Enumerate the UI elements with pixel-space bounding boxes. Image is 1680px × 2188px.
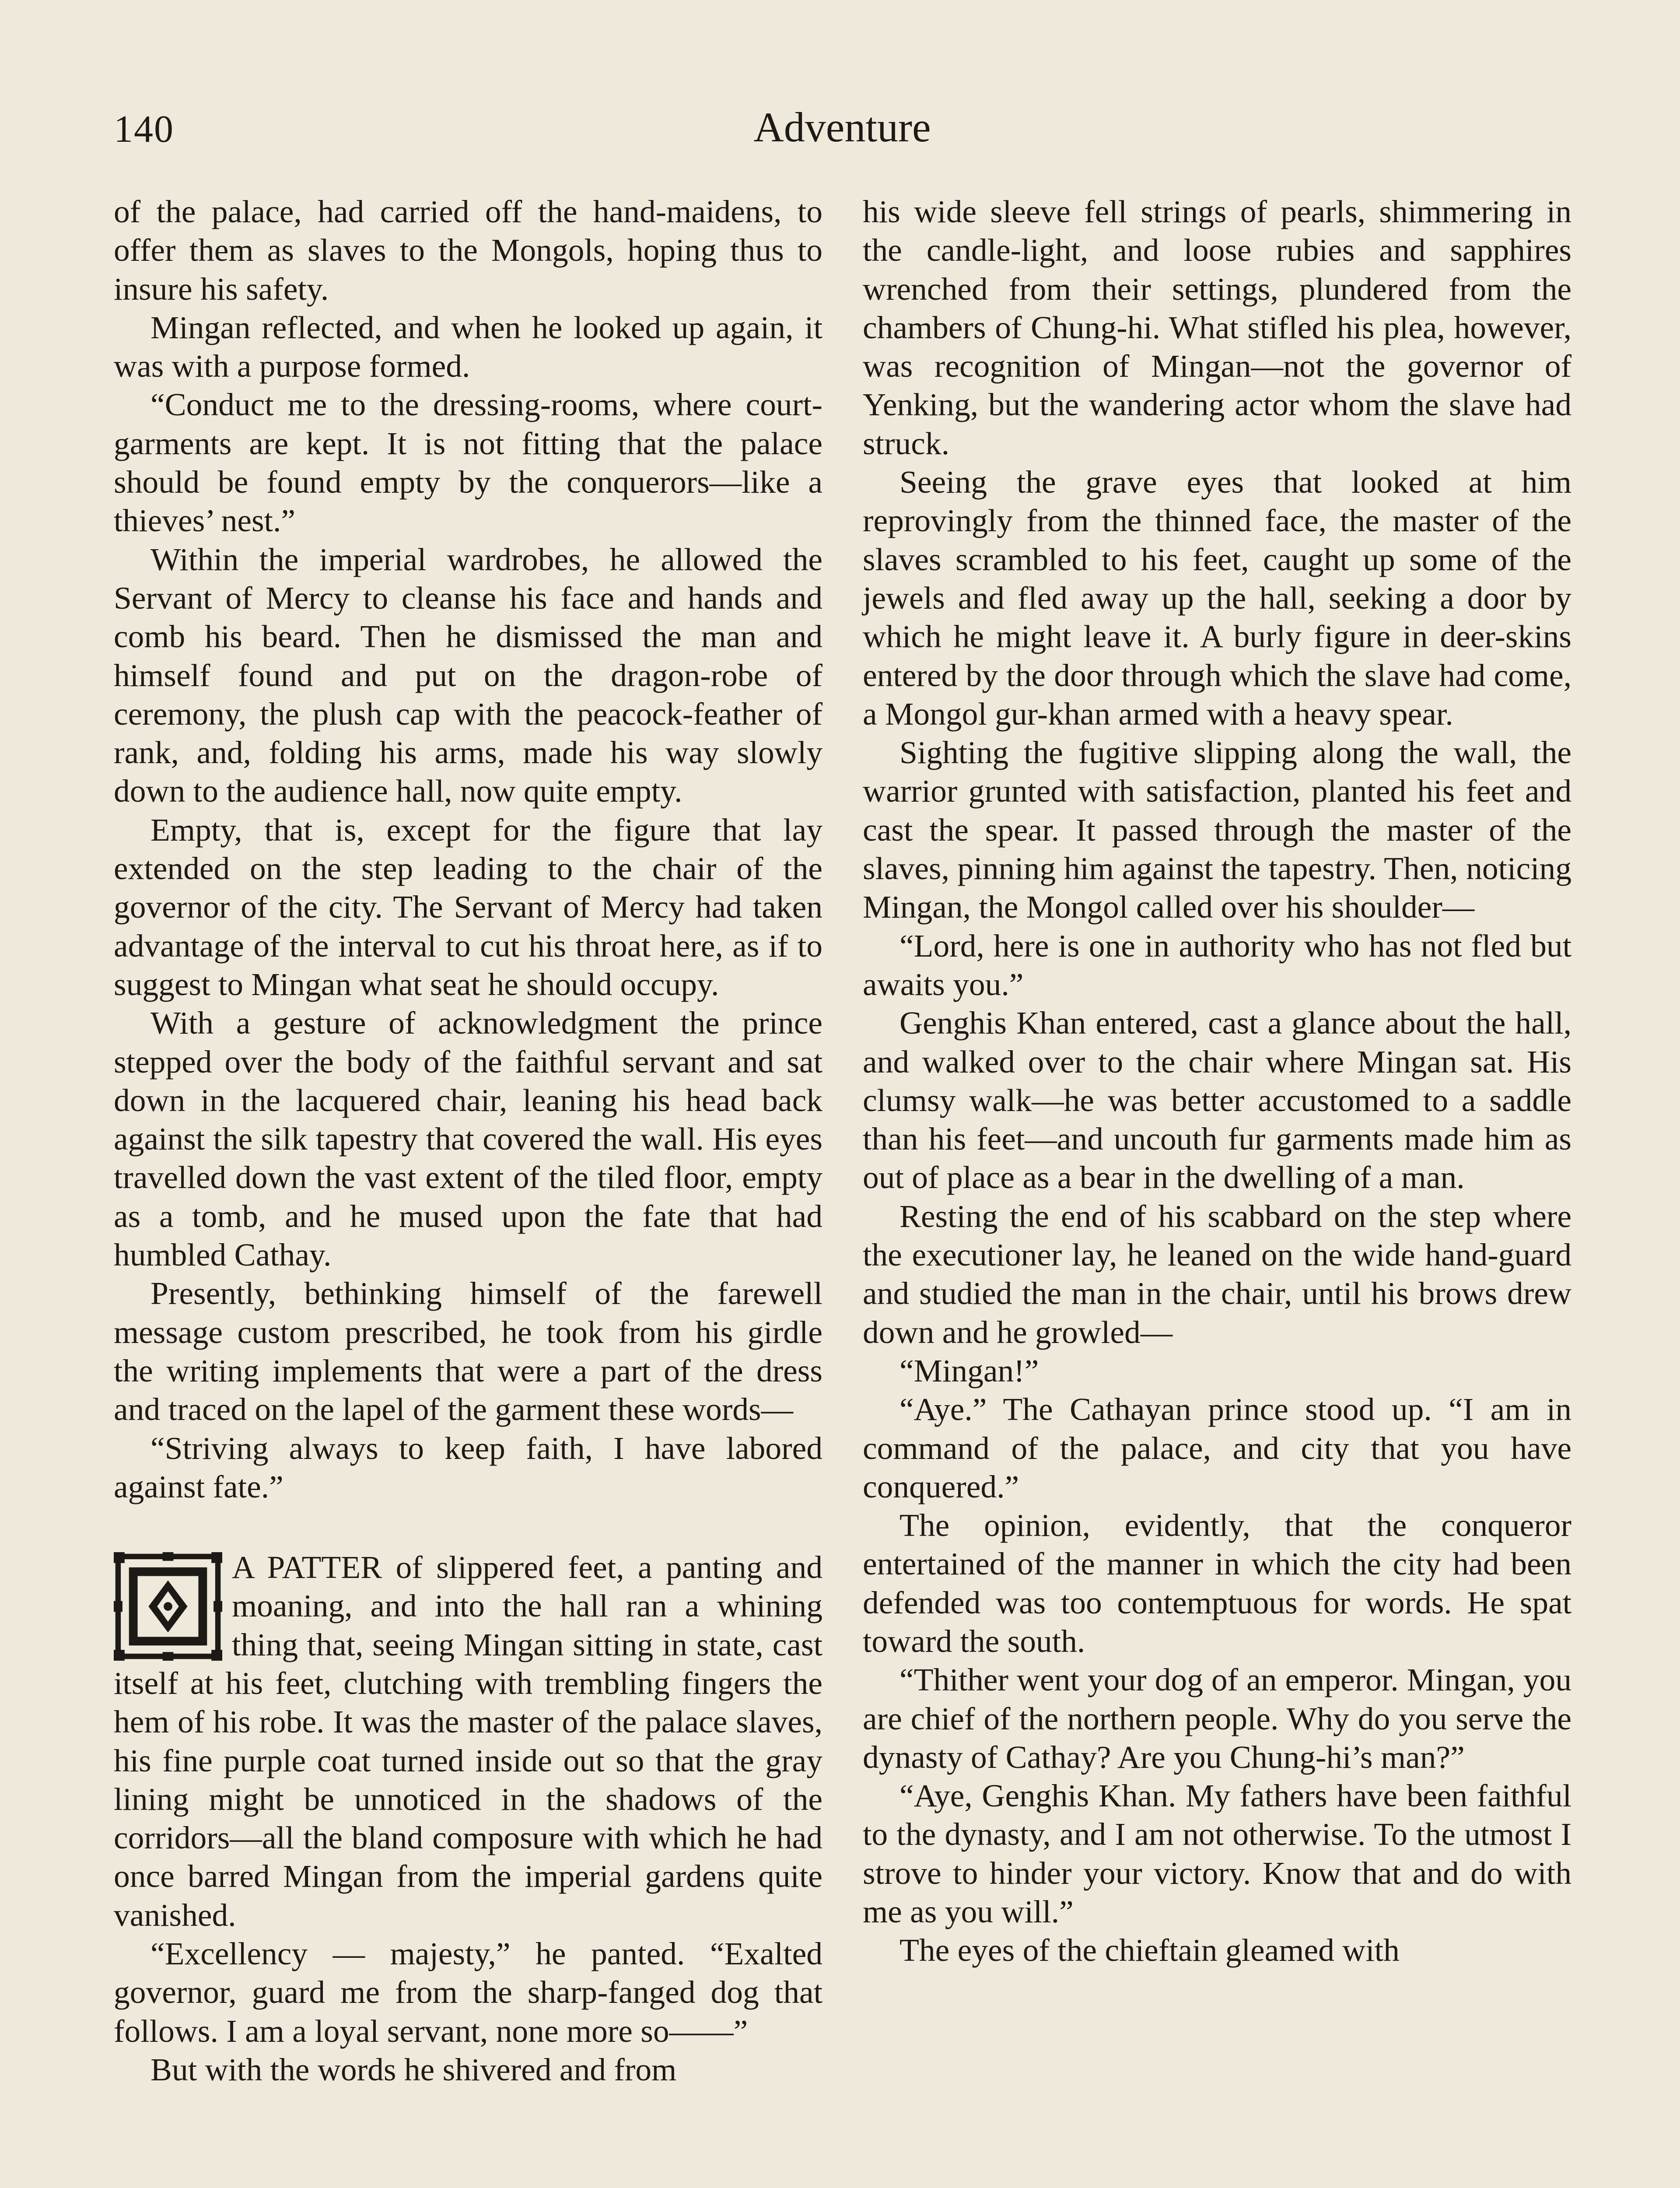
right-column (863, 193, 1572, 1970)
section-break-space (114, 1506, 822, 1548)
paragraph: Empty, that is, except for the figure that lay extended on the step leading to the chair of the governor of the city. The Servant of Mercy had taken advantage of the interval to cut his throat here, as if to suggest to Mingan what seat he should occupy. (114, 812, 822, 1002)
paragraph: The opinion, evidently, that the conqueror entertained of the manner in which the city had been defended was too contemptuous for words. He spat toward the south. (863, 1508, 1572, 1659)
paragraph: The eyes of the chieftain gleamed with (900, 1932, 1400, 1968)
paragraph: “Mingan!” (900, 1353, 1039, 1389)
paragraph: But with the words he shivered and from (150, 2051, 677, 2087)
paragraph: Sighting the fugitive slipping along the wall, the warrior grunted with satisfaction, planted his feet and cast the spear. It passed through the master of the slaves, pinning him against the tapestry. Then, noticing Mingan, the Mongol called over his shoulder— (863, 735, 1572, 925)
paragraph: With a gesture of acknowledgment the prince stepped over the body of the faithful servant and sat down in the lacquered chair, leaning his head back against the silk tapestry that covered the wall. His eyes travelled down the vast extent of the tiled floor, empty as a tomb, and he mused upon the fate that had humbled Cathay. (114, 1005, 822, 1273)
paragraph: “Thither went your dog of an emperor. Mingan, you are chief of the northern people. Why do you serve the dynasty of Cathay? Are you Chung-hi’s man?” (863, 1662, 1572, 1775)
paragraph: of the palace, had carried off the hand-maidens, to offer them as slaves to the Mongols, hoping thus to insure his safety. (114, 194, 822, 307)
page-number: 140 (114, 108, 174, 151)
paragraph: “Striving always to keep faith, I have labored against fate.” (114, 1430, 822, 1504)
section-break-paragraph-block (114, 1548, 822, 1935)
paragraph: Mingan reflected, and when he looked up again, it was with a purpose formed. (114, 309, 822, 384)
left-column (114, 193, 822, 2089)
paragraph: “Aye, Genghis Khan. My fathers have been faithful to the dynasty, and I am not otherwise. To the utmost I strove to hinder your victory. Know that and do with me as you will.” (863, 1778, 1572, 1930)
paragraph: “Excellency — majesty,” he panted. “Exalted governor, guard me from the sharp-fanged dog that follows. I am a loyal servant, none more so——” (114, 1936, 822, 2049)
paragraph: “Aye.” The Cathayan prince stood up. “I am in command of the palace, and city that you have conquered.” (863, 1392, 1572, 1504)
running-title: Adventure (753, 104, 931, 151)
paragraph: Within the imperial wardrobes, he allowed the Servant of Mercy to cleanse his face and hands and comb his beard. Then he dismissed the man and himself found and put on the dragon-robe of ceremony, the plush cap with the peacock-feather of rank, and, folding his arms, made his way slowly down to the audience hall, now quite empty. (114, 541, 822, 809)
section-break-paragraph: A PATTER of slippered feet, a panting and moaning, and into the hall ran a whining thing that, seeing Mingan sitting in state, cast itself at his feet, clutching with trembling fingers the hem of his robe. It was the master of the palace slaves, his fine purple coat turned inside out so that the gray lining might be unnoticed in the shadows of the corridors—all the bland composure with which he had once barred Mingan from the imperial gardens quite vanished. (114, 1550, 822, 1933)
decorative-section-ornament-icon (114, 1552, 222, 1661)
paragraph: Presently, bethinking himself of the farewell message custom prescribed, he took from his girdle the writing implements that were a part of the dress and traced on the lapel of the garment these words— (114, 1276, 822, 1427)
paragraph: Genghis Khan entered, cast a glance about the hall, and walked over to the chair where Mingan sat. His clumsy walk—he was better accustomed to a saddle than his feet—and uncouth fur garments made him as out of place as a bear in the dwelling of a man. (863, 1005, 1572, 1196)
paragraph: “Conduct me to the dressing-rooms, where court-garments are kept. It is not fitting that the palace should be found empty by the conquerors—like a thieves’ nest.” (114, 387, 822, 539)
paragraph: Resting the end of his scabbard on the step where the executioner lay, he leaned on the wide hand-guard and studied the man in the chair, until his brows drew down and he growled— (863, 1198, 1572, 1350)
paragraph: Seeing the grave eyes that looked at him reprovingly from the thinned face, the master of the slaves scrambled to his feet, caught up some of the jewels and fled away up the hall, seeking a door by which he might leave it. A burly figure in deer-skins entered by the door through which the slave had come, a Mongol gur-khan armed with a heavy spear. (863, 464, 1572, 732)
page-header (114, 94, 1571, 155)
paragraph: “Lord, here is one in authority who has not fled but awaits you.” (863, 928, 1572, 1002)
paragraph: his wide sleeve fell strings of pearls, shimmering in the candle-light, and loose rubies and sapphires wrenched from their settings, plundered from the chambers of Chung-hi. What stifled his plea, however, was recognition of Mingan—not the governor of Yenking, but the wandering actor whom the slave had struck. (863, 194, 1572, 461)
